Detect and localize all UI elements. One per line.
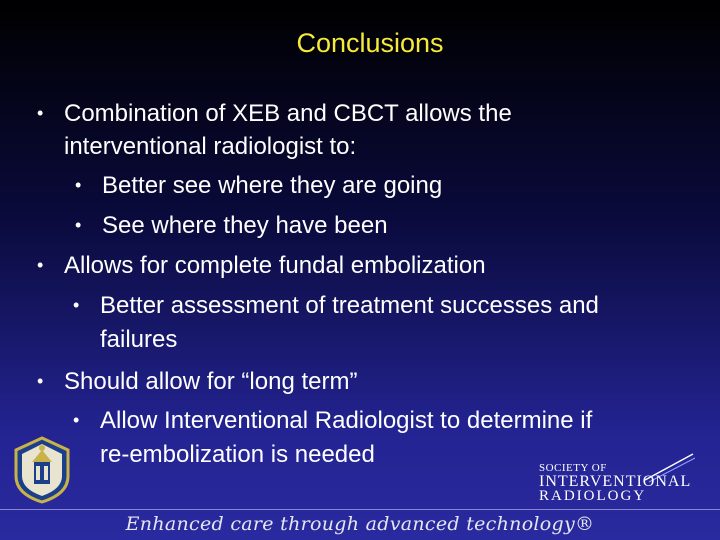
society-logo-line3: RADIOLOGY [539,488,647,504]
bullet-text: Should allow for “long term” [64,368,358,395]
bullet-glyph: • [73,295,80,315]
bullet-continuation [100,322,177,357]
sub-bullet-item [75,208,388,243]
society-logo-line1: SOCIETY OF [539,462,607,474]
bullet-item [37,248,486,283]
bullet-text: Better assessment of treatment successes and [100,292,599,319]
bullet-glyph: • [75,215,82,235]
bullet-continuation [100,437,375,472]
bullet-continuation [64,129,356,164]
bullet-text: re-embolization is needed [100,441,375,468]
bullet-glyph: • [37,371,44,391]
bullet-text: Allows for complete fundal embolization [64,252,486,279]
bullet-text: Better see where they are going [102,172,443,199]
bullet-text: interventional radiologist to: [64,133,357,160]
bullet-glyph: • [37,103,44,123]
bullet-text: See where they have been [102,212,388,239]
footer-tagline: Enhanced care through advanced technology® [125,513,595,535]
bullet-text: Allow Interventional Radiologist to determine if [100,407,593,434]
sub-bullet-item [73,288,599,323]
sub-bullet-item [75,168,443,203]
sub-bullet-item [73,403,593,438]
bullet-item [37,96,512,131]
bullet-item [37,364,358,399]
society-logo-line2: INTERVENTIONAL [539,473,692,490]
bullet-glyph: • [37,255,44,275]
slide-title: Conclusions [296,28,444,58]
bullet-glyph: • [73,410,80,430]
society-logo [535,452,695,504]
bullet-text: Combination of XEB and CBCT allows the [64,100,512,127]
crest-logo-icon [14,436,70,504]
bullet-text: failures [100,326,178,353]
bullet-glyph: • [75,175,82,195]
